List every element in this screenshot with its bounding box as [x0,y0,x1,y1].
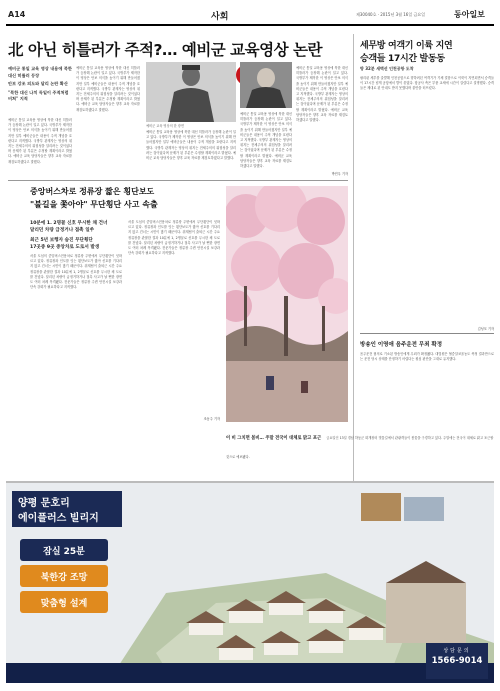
main-sub-2: 안보 강조 의도와 달리 논란 확산 [8,81,68,86]
ad-contact-label: 상담문의 [443,648,471,654]
main-headline: 北 아닌 히틀러가 주적?… 예비군 교육영상 논란 [8,41,322,59]
cherry-blossom-photo [226,186,348,422]
main-subheadings [8,66,72,103]
section-divider [8,180,348,181]
ad-feature-3 [20,591,108,613]
main-body-col1: 예비군 통일 교육용 영상에 북한 대신 히틀러가 등장해 논란이 일고 있다. 국방부가 제작한 이 영상은 안보 의식을 높이기 위해 만들어졌지만 일부 예비군들은 내용이 주적 개념을 흐린다고 지적했다. 국방부 관계자는 영상의 취지는 전체주의의 위험성을 알리려는 것이었다며 문제가 된 부분은 수정할 계획이라고 밝혔다. 예비군 교육 담당자들은 향후 교육 자료를 재검토하겠다고 말했다. [8,118,72,164]
main-image-caption: 예비군 교육 영상의 한 장면 [146,124,184,128]
header-rule [6,24,494,26]
main-byline: 박민우 기자 [331,172,348,176]
right-body-1: 필리핀 세부를 출발해 인천공항으로 향하려던 여객기가 기체 결함으로 이륙이 지연되면서 승객들이 17시간 넘게 공항에서 발이 묶였다. 항공사 측은 부품 교체에 시간이 걸렸다고 설명했다. 승객들은 제대로 된 안내도 받지 못했다며 불만을 터뜨렸다. [360,76,494,91]
photo-caption-body: 금요일인 13일 경남 하동군 화개장터 벚꽃길에서 관광객들이 봄꽃을 구경하고 있다. 주말에는 전국이 대체로 맑고 포근할 것으로 예보됐다. [226,436,494,459]
right-subheading: 방 32분 새벽선 인천공항 도착 [360,66,414,71]
bus-sub-2: 달리던 차량 급정거나 접촉 일쑤 [30,228,95,233]
right-divider [360,333,494,334]
main-body-col2: 예비군 통일 교육용 영상에 북한 대신 히틀러가 등장해 논란이 일고 있다. 국방부가 제작한 이 영상은 안보 의식을 높이기 위해 만들어졌지만 일부 예비군들은 내용이 주적 개념을 흐린다고 지적했다. 국방부 관계자는 영상의 취지는 전체주의의 위험성을 알리려는 것이었다며 문제가 된 부분은 수정할 계획이라고 밝혔다. 예비군 교육 담당자들은 향후 교육 자료를 재검토하겠다고 말했다. [76,66,140,112]
main-story-image [146,62,236,122]
right-story2-title: 방송인 이영애 음주운전 무죄 확정 [360,342,443,348]
ad-feature-3-label: 맞춤형 설계 [40,599,88,609]
issue-info: 제30040호 · 2015년 3월 16일 금요일 [356,12,426,17]
main-sub-1: 예비군 통일 교육 영상 내용에 북한 대신 히틀러 등장 [8,66,72,78]
page-header [6,8,494,22]
cherry-blossom-image [226,186,348,422]
bus-sub-3: 최근 5년 보행자 숨진 무단횡단 [30,238,93,243]
main-body-col3: 예비군 통일 교육용 영상에 북한 대신 히틀러가 등장해 논란이 일고 있다. 국방부가 제작한 이 영상은 안보 의식을 높이기 위해 만들어졌지만 일부 예비군들은 내용이 주적 개념을 흐린다고 지적했다. 국방부 관계자는 영상의 취지는 전체주의의 위험성을 알리려는 것이었다며 문제가 된 부분은 수정할 계획이라고 밝혔다. 예비군 교육 담당자들은 향후 교육 자료를 재검토하겠다고 말했다. [146,130,236,161]
ad-title-box [12,491,122,527]
main-sub-3: "북한 대신 나치 독일이 주적처럼 비쳐" 지적 [8,89,69,101]
ad-brand-line2: 에이플러스 빌리지 [18,513,99,524]
ad-feature-2 [20,565,108,587]
bus-body-col2: 서울 도심의 중앙버스전용차로 정류장 주변에서 무단횡단이 잇따르고 있다. 정류장과 인도를 잇는 횡단보도가 짧아 신호를 기다리지 않고 건너는 시민이 많기 때문이다. 취재팀이 출퇴근 시간 주요 정류장을 관찰한 결과 10분에 1, 2명꼴로 신호를 무시한 채 도로를 건넜다. 달리던 차량이 급정거하거나 접촉 사고가 날 뻔한 장면도 여러 차례 목격됐다. 전문가들은 정류장 주변 안전시설 보강과 단속 강화가 필요하다고 지적했다. [128,220,220,256]
ad-contact[interactable] [426,643,488,679]
portrait-image [240,62,292,108]
bus-byline: 조동주 기자 [203,417,220,421]
bus-headline-2: "불길을 쫓아야" 무단횡단 사고 속출 [30,200,158,209]
page-number: A14 [8,10,26,19]
bus-body-col1: 서울 도심의 중앙버스전용차로 정류장 주변에서 무단횡단이 잇따르고 있다. 정류장과 인도를 잇는 횡단보도가 짧아 신호를 기다리지 않고 건너는 시민이 많기 때문이다. 취재팀이 출퇴근 시간 주요 정류장을 관찰한 결과 10분에 1, 2명꼴로 신호를 무시한 채 도로를 건넜다. 달리던 차량이 급정거하거나 접촉 사고가 날 뻔한 장면도 여러 차례 목격됐다. 전문가들은 정류장 주변 안전시설 보강과 단속 강화가 필요하다고 지적했다. [30,254,122,290]
right-byline: 김성모 기자 [477,327,494,331]
ad-feature-1 [20,539,108,561]
right-headline-2: 승객들 17시간 발동동 [360,54,445,64]
main-story-photo-right [240,62,292,108]
masthead-logo: 동아일보 [454,9,485,19]
main-body-col4: 예비군 통일 교육용 영상에 북한 대신 히틀러가 등장해 논란이 일고 있다. 국방부가 제작한 이 영상은 안보 의식을 높이기 위해 만들어졌지만 일부 예비군들은 내용이 주적 개념을 흐린다고 지적했다. 국방부 관계자는 영상의 취지는 전체주의의 위험성을 알리려는 것이었다며 문제가 된 부분은 수정할 계획이라고 밝혔다. 예비군 교육 담당자들은 향후 교육 자료를 재검토하겠다고 말했다. [240,112,292,169]
photo-caption-title: 이 비 그치면 봄비… 주말 전국이 대체로 맑고 포근 [226,436,322,441]
right-headline-1: 세무방 여객기 이륙 지연 [360,41,453,51]
section-name: 사회 [211,12,229,22]
ad-brand-line1: 양평 문호리 [18,498,70,509]
main-body-col5: 예비군 통일 교육용 영상에 북한 대신 히틀러가 등장해 논란이 일고 있다. 국방부가 제작한 이 영상은 안보 의식을 높이기 위해 만들어졌지만 일부 예비군들은 내용이 주적 개념을 흐린다고 지적했다. 국방부 관계자는 영상의 취지는 전체주의의 위험성을 알리려는 것이었다며 문제가 된 부분은 수정할 계획이라고 밝혔다. 예비군 교육 담당자들은 향후 교육 자료를 재검토하겠다고 말했다. [296,66,348,123]
ad-feature-2-label: 북한강 조망 [40,573,88,583]
soldier-figure-image [146,62,236,122]
ad-footer-bar [6,663,494,683]
ad-banner[interactable] [6,481,494,683]
bus-sub-1: 10분에 1. 2명꼴 신호 무시한 채 건너 [30,221,108,226]
right-body-2: 음주운전 혐의로 기소된 방송인에게 무죄가 확정됐다. 대법원은 혈중알코올농도 측정 결과만으로는 운전 당시 상태를 단정하기 어렵다는 원심 판단을 그대로 유지했다. [360,352,494,362]
photo-caption [226,424,494,459]
bus-headline-1: 중앙버스차로 정류장 짧은 횡단보도 [30,187,155,196]
bus-subheadings [30,220,122,251]
ad-phone[interactable]: 1566-9014 [431,656,483,666]
ad-feature-1-label: 잠실 25분 [43,547,85,557]
bus-sub-4: 17곳중 9곳 중앙차로 도로서 발생 [30,245,100,250]
